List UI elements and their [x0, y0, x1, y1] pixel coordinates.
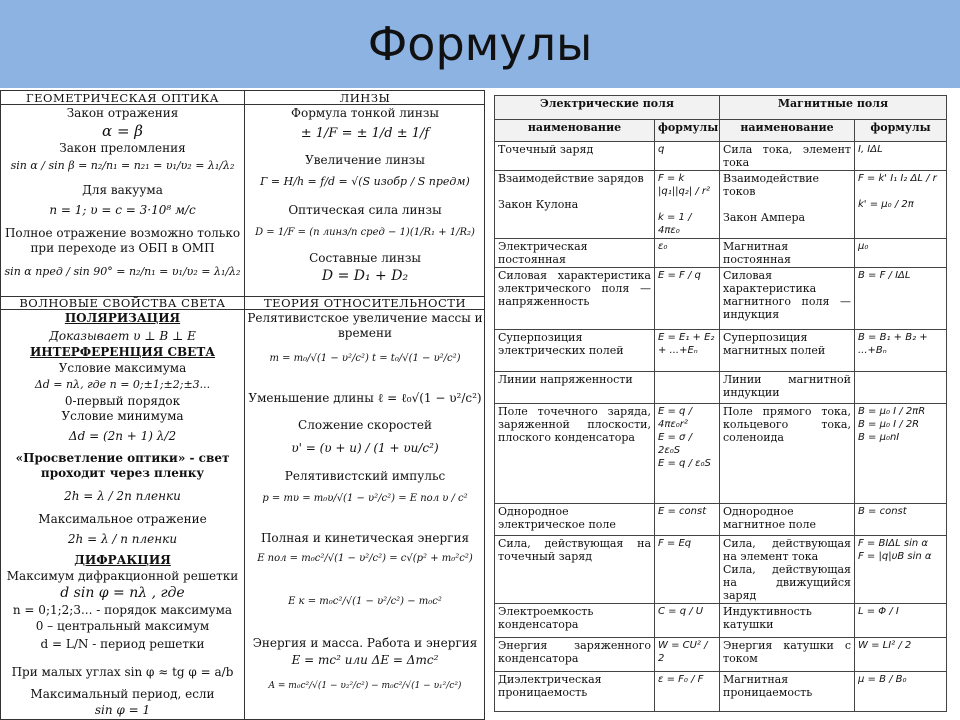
- formula-line: p = mυ = m₀υ/√(1 − υ²/c²) = E пол υ / c²: [262, 493, 468, 504]
- magnetic-quantity-name: Сила тока, элемент тока: [720, 142, 855, 171]
- formula-line: ± 1/F = ± 1/d ± 1/f: [300, 126, 430, 141]
- formula-line: Энергия и масса. Работа и энергия: [252, 636, 478, 650]
- formula-line: A = m₀c²/√(1 − υ₂²/c²) − m₀c²/√(1 − υ₁²/c²): [268, 681, 462, 691]
- table-row: [495, 638, 947, 672]
- formula-line: ДИФРАКЦИЯ: [74, 553, 171, 567]
- electric-quantity-name: Поле точечного заряда, заряженной плоскости, плоского конденсатора: [495, 404, 655, 504]
- magnetic-quantity-name: Индуктивность катушки: [720, 604, 855, 638]
- formula-line: при переходе из ОБП в ОМП: [30, 241, 215, 255]
- electric-quantity-name: Суперпозиция электрических полей: [495, 330, 655, 372]
- table-body: [495, 142, 947, 712]
- formula-line: m = m₀/√(1 − υ²/c²) t = t₀/√(1 − υ²/c²): [269, 353, 461, 364]
- magnetic-quantity-name: Однородное магнитное поле: [720, 504, 855, 536]
- formula-line: 0-первый порядок: [64, 394, 181, 408]
- electric-formula: q: [655, 142, 720, 171]
- formula-line: Условие минимума: [61, 409, 184, 423]
- fields-comparison-table: [494, 95, 947, 712]
- electric-quantity-name: Электрическая постоянная: [495, 239, 655, 268]
- formula-line: Релятивистское увеличение массы и: [247, 311, 483, 325]
- formula-line: проходит через пленку: [40, 466, 205, 480]
- magnetic-formula: I, IΔL: [855, 142, 947, 171]
- magnetic-quantity-name: Силовая характеристика магнитного поля — индукция: [720, 268, 855, 330]
- table-row: [495, 536, 947, 604]
- electric-quantity-name: Сила, действующая на точечный заряд: [495, 536, 655, 604]
- magnetic-quantity-name: Магнитная проницаемость: [720, 672, 855, 712]
- formula-line: Сложение скоростей: [298, 418, 432, 432]
- formula-line: Максимальный период, если: [30, 687, 215, 701]
- formula-line: Полная и кинетическая энергия: [260, 531, 470, 545]
- magnetic-quantity-name: Сила, действующая на элемент тока Сила, действующая на движущийся заряд: [720, 536, 855, 604]
- magnetic-fields-heading: Магнитные поля: [720, 96, 947, 120]
- electric-quantity-name: Точечный заряд: [495, 142, 655, 171]
- formula-line: Г = H/h = f/d = √(S изобр / S предм): [260, 175, 470, 188]
- electric-formula: F = k |q₁||q₂| / r² k = 1 / 4πε₀: [655, 171, 720, 239]
- formula-line: Формула тонкой линзы: [291, 106, 439, 120]
- formula-line: D = D₁ + D₂: [321, 268, 409, 284]
- column-header: формулы: [855, 120, 947, 142]
- magnetic-formula: B = const: [855, 504, 947, 536]
- electric-quantity-name: Электроемкость конденсатора: [495, 604, 655, 638]
- formula-line: Закон отражения: [66, 106, 179, 120]
- table-row: [495, 604, 947, 638]
- electric-fields-heading: Электрические поля: [495, 96, 720, 120]
- formula-line: d sin φ = nλ , где: [60, 585, 185, 601]
- column-header: наименование: [495, 120, 655, 142]
- electric-formula: E = q / 4πε₀r² E = σ / 2ε₀S E = q / ε₀S: [655, 404, 720, 504]
- electric-formula: [655, 372, 720, 404]
- formula-line: ПОЛЯРИЗАЦИЯ: [64, 311, 181, 325]
- electric-quantity-name: Однородное электрическое поле: [495, 504, 655, 536]
- formula-line: Доказывает υ ⊥ B ⊥ E: [49, 329, 196, 343]
- formula-line: Уменьшение длины ℓ = ℓ₀√(1 − υ²/c²): [248, 391, 482, 405]
- magnetic-formula: B = μ₀ I / 2πR B = μ₀ I / 2R B = μ₀nI: [855, 404, 947, 504]
- magnetic-quantity-name: Энергия катушки с током: [720, 638, 855, 672]
- formula-line: D = 1/F = (n линз/n сред − 1)(1/R₁ + 1/R₂): [255, 227, 475, 238]
- magnetic-quantity-name: Магнитная постоянная: [720, 239, 855, 268]
- fields-formula-table-sheet: [494, 95, 946, 720]
- table-row: [495, 672, 947, 712]
- formula-line: n = 0;1;2;3... - порядок максимума: [12, 603, 233, 617]
- formula-line: Закон преломления: [59, 141, 186, 155]
- formula-line: времени: [338, 326, 392, 340]
- lenses-heading: ЛИНЗЫ: [339, 91, 391, 105]
- electric-formula: ε₀: [655, 239, 720, 268]
- magnetic-formula: B = F / IΔL: [855, 268, 947, 330]
- optics-formula-sheet: [0, 90, 485, 720]
- formula-line: Оптическая сила линзы: [288, 203, 442, 217]
- formula-line: α = β: [102, 122, 143, 140]
- formula-line: E к = m₀c²/√(1 − υ²/c²) − m₀c²: [288, 596, 442, 607]
- formula-line: E = mc² или ΔE = Δmc²: [291, 653, 439, 667]
- formula-line: sin φ = 1: [94, 703, 151, 717]
- formula-line: 2h = λ / 2n пленки: [64, 489, 181, 503]
- formula-line: Условие максимума: [58, 361, 187, 375]
- formula-line: «Просветление оптики» - свет: [15, 451, 230, 465]
- formula-line: υ' = (υ + u) / (1 + υu/c²): [291, 441, 439, 455]
- magnetic-quantity-name: Суперпозиция магнитных полей: [720, 330, 855, 372]
- formula-line: Полное отражение возможно только: [4, 226, 241, 240]
- formula-line: Составные линзы: [309, 251, 421, 265]
- magnetic-formula: W = LI² / 2: [855, 638, 947, 672]
- formula-line: ИНТЕРФЕРЕНЦИЯ СВЕТА: [29, 345, 216, 359]
- wave-properties-heading: ВОЛНОВЫЕ СВОЙСТВА СВЕТА: [19, 296, 226, 310]
- magnetic-formula: L = Φ / I: [855, 604, 947, 638]
- formula-line: 0 – центральный максимум: [35, 619, 210, 633]
- formula-line: E пол = m₀c²/√(1 − υ²/c²) = c√(p² + m₀²c²): [257, 553, 473, 564]
- formula-line: 2h = λ / n пленки: [67, 532, 178, 546]
- table-row: [495, 171, 947, 239]
- electric-formula: ε = F₀ / F: [655, 672, 720, 712]
- page-title: Формулы: [367, 17, 593, 71]
- magnetic-quantity-name: Поле прямого тока, кольцевого тока, соленоида: [720, 404, 855, 504]
- magnetic-formula: F = k' I₁ I₂ ΔL / r k' = μ₀ / 2π: [855, 171, 947, 239]
- electric-formula: E = E₁ + E₂ + ...+Eₙ: [655, 330, 720, 372]
- electric-quantity-name: Диэлектрическая проницаемость: [495, 672, 655, 712]
- magnetic-quantity-name: Линии магнитной индукции: [720, 372, 855, 404]
- electric-formula: F = Eq: [655, 536, 720, 604]
- formula-line: Увеличение линзы: [305, 153, 425, 167]
- magnetic-formula: F = BIΔL sin α F = |q|υB sin α: [855, 536, 947, 604]
- table-row: [495, 239, 947, 268]
- formula-line: n = 1; υ = c = 3·10⁸ м/с: [49, 203, 196, 217]
- electric-formula: E = F / q: [655, 268, 720, 330]
- formula-line: sin α / sin β = n₂/n₁ = n₂₁ = υ₁/υ₂ = λ₁/λ₂: [10, 159, 235, 172]
- electric-quantity-name: Силовая характеристика электрического поля — напряженность: [495, 268, 655, 330]
- magnetic-formula: B = B₁ + B₂ + ...+Bₙ: [855, 330, 947, 372]
- formula-line: При малых углах sin φ ≈ tg φ = a/b: [11, 665, 234, 679]
- table-row: [495, 142, 947, 171]
- magnetic-formula: [855, 372, 947, 404]
- table-row: [495, 504, 947, 536]
- formula-line: Максимум дифракционной решетки: [6, 569, 239, 583]
- electric-formula: E = const: [655, 504, 720, 536]
- table-row: [495, 268, 947, 330]
- formula-line: Релятивистский импульс: [284, 469, 446, 483]
- formula-line: Для вакуума: [82, 183, 163, 197]
- electric-formula: W = CU² / 2: [655, 638, 720, 672]
- electric-formula: C = q / U: [655, 604, 720, 638]
- geometric-optics-heading: ГЕОМЕТРИЧЕСКАЯ ОПТИКА: [26, 91, 219, 105]
- electric-quantity-name: Энергия заряженного конденсатора: [495, 638, 655, 672]
- formula-line: Δd = nλ, где n = 0;±1;±2;±3...: [34, 378, 211, 391]
- electric-quantity-name: Взаимодействие зарядов Закон Кулона: [495, 171, 655, 239]
- table-row: [495, 330, 947, 372]
- table-row: [495, 404, 947, 504]
- relativity-heading: ТЕОРИЯ ОТНОСИТЕЛЬНОСТИ: [264, 296, 466, 310]
- table-row: [495, 372, 947, 404]
- magnetic-formula: μ₀: [855, 239, 947, 268]
- column-header: формулы: [655, 120, 720, 142]
- formula-line: sin α пред / sin 90° = n₂/n₁ = υ₁/υ₂ = λ₁/λ₂: [4, 265, 241, 278]
- magnetic-quantity-name: Взаимодействие токов Закон Ампера: [720, 171, 855, 239]
- formula-line: d = L/N - период решетки: [40, 637, 205, 651]
- column-header: наименование: [720, 120, 855, 142]
- magnetic-formula: μ = B / B₀: [855, 672, 947, 712]
- formula-line: Δd = (2n + 1) λ/2: [68, 429, 177, 443]
- electric-quantity-name: Линии напряженности: [495, 372, 655, 404]
- formula-line: Максимальное отражение: [38, 512, 207, 526]
